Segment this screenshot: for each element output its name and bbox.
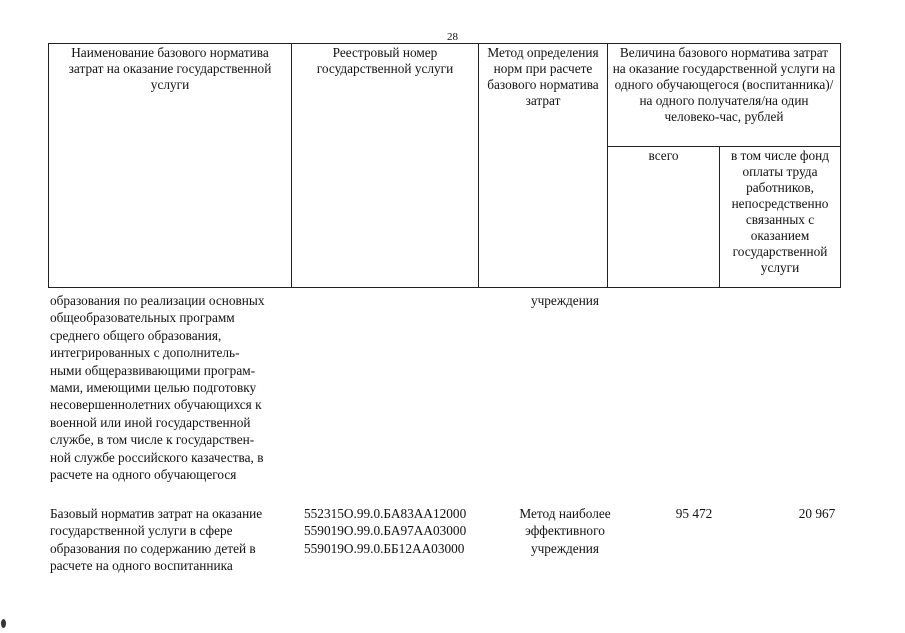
text-line: Метод наиболее — [519, 506, 611, 521]
page-number: 28 — [447, 31, 458, 43]
text-line: среднего общего образования, — [50, 327, 222, 343]
text-line: расчете на одного обучающегося — [50, 467, 237, 483]
registry-number: 559019О.99.0.БА97АА03000 — [304, 523, 467, 539]
continuation-method: учреждения — [530, 293, 600, 308]
header-name: Наименование базового норматива затрат на оказание государственной услуги — [49, 44, 292, 288]
table-header — [48, 43, 841, 288]
continuation-name — [50, 292, 298, 483]
text-line: образования по реализации основных — [50, 293, 265, 308]
text-line: общеобразовательных программ — [50, 310, 235, 326]
text-line: Базовый норматив затрат на оказание — [50, 506, 263, 521]
text-line: службе, в том числе к государствен- — [50, 432, 255, 448]
text-line: образования по содержанию детей в — [50, 540, 256, 556]
text-line: учреждения — [530, 540, 600, 556]
text-line: ными общеразвивающими програм- — [50, 362, 256, 378]
row2-name — [50, 505, 298, 575]
row2-method — [500, 505, 630, 557]
row2-registry — [304, 505, 499, 557]
text-line: военной или иной государственной — [50, 414, 251, 430]
text-line: интегрированных с дополнитель- — [50, 345, 240, 361]
header-total: всего — [608, 147, 720, 288]
text-line: ной службе российского казачества, в — [50, 449, 264, 465]
text-line: государственной услуги в сфере — [50, 523, 233, 539]
header-fund: в том числе фонд оплаты труда работников, непосредственно связанных с оказанием государственной услуги — [720, 147, 841, 288]
registry-number: 559019О.99.0.ББ12АА03000 — [304, 540, 465, 556]
scan-speck — [1, 619, 6, 628]
text-line: эффективного — [525, 523, 605, 539]
row2-total: 95 472 — [675, 506, 713, 521]
header-method: Метод определения норм при расчете базового норматива затрат — [479, 44, 608, 288]
header-registry: Реестровый номер государственной услуги — [292, 44, 479, 288]
registry-number: 552315О.99.0.БА83АА12000 — [304, 506, 467, 521]
text-line: мами, имеющими целью подготовку — [50, 380, 257, 396]
header-value: Величина базового норматива затрат на оказание государственной услуги на одного обучающегося (воспитанника)/на одного получателя/на один человеко-час, рублей — [608, 44, 841, 147]
text-line: несовершеннолетних обучающихся к — [50, 397, 262, 413]
row2-fund: 20 967 — [798, 506, 836, 521]
text-line: расчете на одного воспитанника — [50, 558, 233, 574]
